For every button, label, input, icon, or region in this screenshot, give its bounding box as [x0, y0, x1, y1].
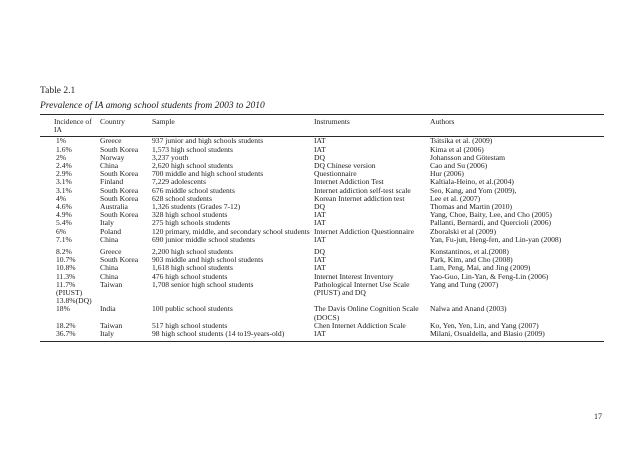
cell-country: Taiwan	[100, 320, 123, 330]
cell-country: Taiwan	[100, 279, 123, 289]
cell-sample: 476 high school students	[152, 271, 228, 281]
page-number: 17	[594, 412, 602, 421]
cell-author: Cao and Su (2006)	[430, 161, 488, 171]
cell-incidence: 3.1%	[56, 185, 72, 195]
cell-instrument: IAT	[314, 144, 326, 154]
cell-sample: 2,200 high school students	[152, 247, 233, 257]
cell-sample: 98 high school students (14 to19-years-old)	[150, 330, 312, 342]
cell-incidence: 18%	[56, 304, 70, 314]
cell-country: Greece	[100, 136, 122, 146]
cell-instrument: DQ Chinese version	[314, 161, 376, 171]
cell-instrument: Korean Internet addiction test	[314, 193, 405, 203]
cell-country: South Korea	[100, 144, 139, 154]
cell-instrument: IAT	[314, 234, 326, 244]
cell-instrument: Internet addiction self-test scale	[314, 185, 411, 195]
cell-country: South Korea	[100, 210, 139, 220]
cell-incidence: 2%	[56, 152, 67, 162]
table-row	[40, 236, 604, 244]
cell-sample: 937 junior and high schools students	[152, 136, 264, 146]
table-header-row	[40, 115, 604, 137]
table-label: Table 2.1	[40, 86, 76, 96]
cell-incidence: 36.7%	[40, 330, 98, 342]
cell-author: Hur (2006)	[430, 169, 464, 179]
cell-sample: 2,620 high school students	[152, 161, 233, 171]
cell-author: Tsitsika et al. (2009)	[430, 136, 493, 146]
cell-incidence: 2.4%	[56, 161, 72, 171]
cell-instrument: IAT	[314, 218, 326, 228]
cell-sample: 628 school students	[152, 193, 212, 203]
cell-instrument: Questionnaire	[314, 169, 357, 179]
cell-incidence: 10.8%	[56, 263, 76, 273]
cell-incidence: 1.6%	[56, 144, 72, 154]
cell-country: Norway	[100, 152, 125, 162]
cell-instrument: DQ	[314, 202, 325, 212]
cell-incidence: 6%	[56, 226, 67, 236]
cell-instrument: Pathological Internet Use Scale (PIUST) and DQ	[314, 279, 410, 298]
cell-author: Kaltiala-Heino, et al.(2004)	[430, 177, 514, 187]
cell-author: Seo, Kang, and Yom (2009),	[430, 185, 517, 195]
cell-author: Kima et al (2006)	[430, 144, 484, 154]
cell-country: Italy	[100, 218, 114, 228]
cell-country: South Korea	[100, 255, 139, 265]
table-row	[40, 305, 604, 321]
prevalence-table-container	[40, 114, 604, 342]
cell-sample: 1,573 high school students	[152, 144, 233, 154]
cell-country: India	[100, 304, 116, 314]
cell-instrument: IAT	[314, 210, 326, 220]
cell-instrument: DQ	[314, 247, 325, 257]
cell-incidence: 8.2%	[56, 247, 72, 257]
cell-author: Konstantinos, et al.(2008)	[430, 247, 509, 257]
cell-sample: 275 high schools students	[152, 218, 231, 228]
cell-sample: 690 junior middle school students	[152, 234, 255, 244]
header-country: Country	[98, 115, 150, 137]
cell-author: Milani, Osualdella, and Blasio (2009)	[428, 330, 604, 342]
cell-author: Thomas and Martin (2010)	[430, 202, 513, 212]
cell-incidence: 4.9%	[56, 210, 72, 220]
cell-instrument: DQ	[314, 152, 325, 162]
cell-author: Lee et al. (2007)	[430, 193, 481, 203]
table-row	[40, 281, 604, 306]
cell-instrument: IAT	[314, 255, 326, 265]
cell-country: Greece	[100, 247, 122, 257]
cell-country: South Korea	[100, 185, 139, 195]
cell-incidence: 1%	[56, 136, 67, 146]
cell-incidence: 3.1%	[56, 177, 72, 187]
cell-incidence: 7.1%	[56, 234, 72, 244]
cell-instrument: IAT	[314, 136, 326, 146]
cell-author: Yang, Choe, Baity, Lee, and Cho (2005)	[430, 210, 552, 220]
cell-author: Park, Kim, and Cho (2008)	[430, 255, 513, 265]
cell-author: Johansson and Götestam	[430, 152, 506, 162]
cell-country: South Korea	[100, 169, 139, 179]
cell-sample: 700 middle and high school students	[152, 169, 264, 179]
cell-author: Lam, Peng, Mai, and Jing (2009)	[430, 263, 531, 273]
cell-sample: 3,237 youth	[152, 152, 189, 162]
cell-country: China	[100, 161, 119, 171]
table-body	[40, 137, 604, 342]
cell-country: South Korea	[100, 193, 139, 203]
cell-sample: 7,229 adolescents	[152, 177, 206, 187]
cell-instrument: Internet Addiction Questionnaire	[314, 226, 414, 236]
cell-instrument: Internet Interest Inventory	[314, 271, 394, 281]
cell-sample: 676 middle school students	[152, 185, 235, 195]
cell-author: Ko, Yen, Yen, Lin, and Yang (2007)	[430, 320, 539, 330]
cell-incidence: 2.9%	[56, 169, 72, 179]
cell-author: Yao-Guo, Lin-Yan, & Feng-Lin (2006)	[430, 271, 549, 281]
cell-country: China	[100, 263, 119, 273]
cell-author: Nalwa and Anand (2003)	[430, 304, 507, 314]
cell-incidence: 11.7%(PIUST) 13.8%(DQ)	[56, 279, 92, 306]
cell-country: Italy	[98, 330, 150, 342]
cell-sample: 1,618 high school students	[152, 263, 233, 273]
table-row	[40, 330, 604, 342]
cell-country: China	[100, 234, 119, 244]
cell-country: China	[100, 271, 119, 281]
cell-instrument: Chen Internet Addiction Scale	[314, 320, 406, 330]
cell-sample: 328 high school students	[152, 210, 228, 220]
cell-sample: 1,326 students (Grades 7-12)	[152, 202, 241, 212]
cell-incidence: 18.2%	[56, 320, 76, 330]
cell-incidence: 10.7%	[56, 255, 76, 265]
header-sample: Sample	[150, 115, 312, 137]
cell-incidence: 5.4%	[56, 218, 72, 228]
cell-author: Yang and Tung (2007)	[430, 279, 499, 289]
header-authors: Authors	[428, 115, 604, 137]
cell-country: Finland	[100, 177, 124, 187]
cell-instrument: IAT	[312, 330, 428, 342]
header-incidence: Incidence of IA	[40, 115, 98, 137]
cell-incidence: 11.3%	[56, 271, 76, 281]
cell-instrument: IAT	[314, 263, 326, 273]
table-title: Prevalence of IA among school students from 2003 to 2010	[40, 101, 265, 111]
header-instruments: Instruments	[312, 115, 428, 137]
cell-incidence: 4.6%	[56, 202, 72, 212]
cell-instrument: Internet Addiction Test	[314, 177, 384, 187]
cell-sample: 903 middle and high school students	[152, 255, 264, 265]
cell-author: Pallanti, Bernardi, and Quercioli (2006)	[430, 218, 552, 228]
cell-sample: 100 public school students	[152, 304, 233, 314]
cell-sample: 1,708 senior high school students	[152, 279, 254, 289]
cell-sample: 517 high school students	[152, 320, 228, 330]
cell-instrument: The Davis Online Cognition Scale (DOCS)	[314, 304, 419, 322]
cell-country: Australia	[100, 202, 128, 212]
cell-incidence: 4%	[56, 193, 67, 203]
cell-sample: 120 primary, middle, and secondary school students	[152, 226, 310, 236]
cell-author: Zboralski et al (2009)	[430, 226, 497, 236]
cell-author: Yan, Fu-jun, Heng-fen, and Lin-yan (2008)	[430, 234, 562, 244]
prevalence-table	[40, 114, 604, 342]
cell-country: Poland	[100, 226, 122, 236]
